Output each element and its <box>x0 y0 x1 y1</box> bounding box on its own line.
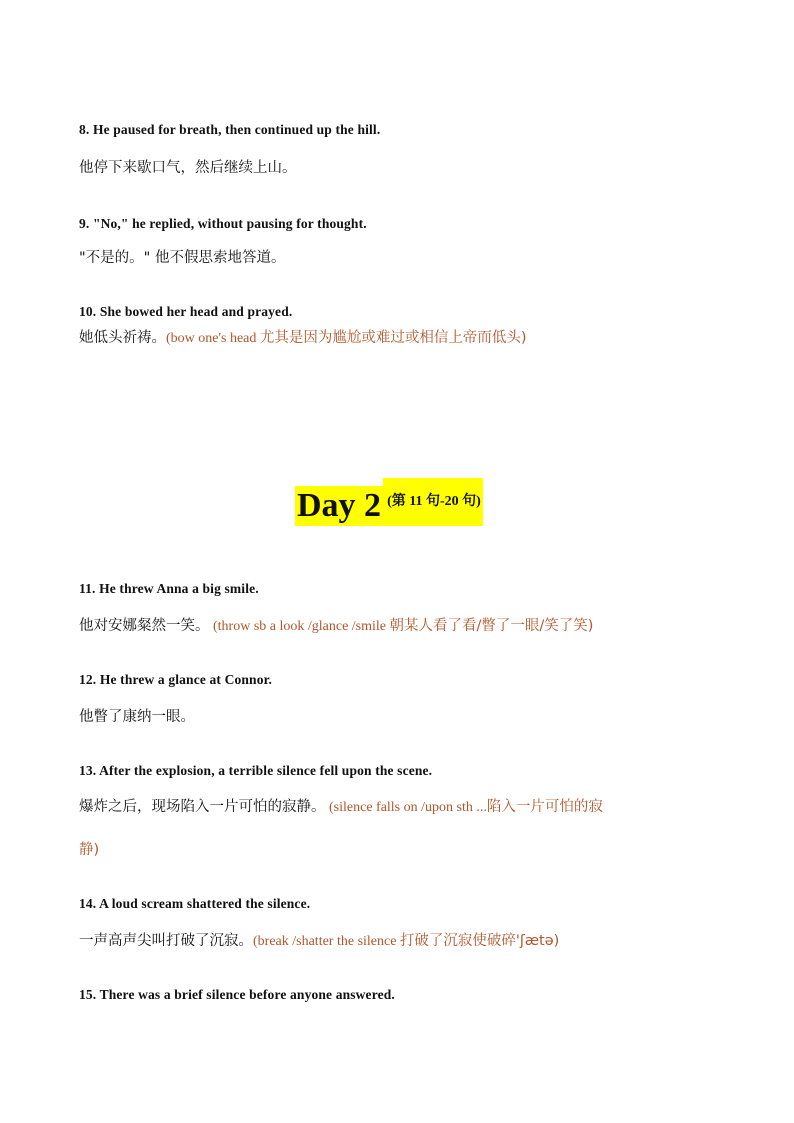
sentence-14-zh-line <box>79 929 559 950</box>
sentence-8-en: 8. He paused for breath, then continued up the hill. <box>79 122 381 137</box>
sentence-14-zh: 一声高声尖叫打破了沉寂。 <box>79 933 253 949</box>
sentence-13-zh-line <box>79 795 603 816</box>
sentence-11-zh-line <box>79 614 593 635</box>
sentence-9-en: 9. "No," he replied, without pausing for thought. <box>79 216 367 231</box>
sentence-11-en: 11. He threw Anna a big smile. <box>79 581 259 596</box>
sentence-13-note-wrap: 静) <box>79 842 100 858</box>
sentence-14-note: (break /shatter the silence 打破了沉寂使破碎'ʃætə) <box>253 933 560 949</box>
sentence-10-note: (bow one's head 尤其是因为尴尬或难过或相信上帝而低头) <box>166 330 527 346</box>
sentence-11-note: (throw sb a look /glance /smile 朝某人看了看/瞥了一眼/笑了笑) <box>209 618 594 634</box>
sentence-12-zh: 他瞥了康纳一眼。 <box>79 709 195 725</box>
day-header <box>295 484 483 526</box>
sentence-10-zh-line <box>79 326 527 347</box>
day-title: Day 2 <box>297 487 382 524</box>
day-subtitle: (第 11 句-20 句) <box>383 478 483 526</box>
sentence-12-en: 12. He threw a glance at Connor. <box>79 672 273 687</box>
sentence-11-zh: 他对安娜粲然一笑。 <box>79 618 210 634</box>
sentence-14-en: 14. A loud scream shattered the silence. <box>79 896 311 911</box>
sentence-8-zh: 他停下来歇口气，然后继续上山。 <box>79 160 297 176</box>
sentence-10-zh: 她低头祈祷。 <box>79 330 166 346</box>
sentence-15-en: 15. There was a brief silence before anyone answered. <box>79 987 395 1002</box>
sentence-13-zh: 爆炸之后，现场陷入一片可怕的寂静。 <box>79 799 326 815</box>
sentence-10-en: 10. She bowed her head and prayed. <box>79 304 293 319</box>
sentence-13-en: 13. After the explosion, a terrible silence fell upon the scene. <box>79 763 433 778</box>
sentence-9-zh: "不是的。" 他不假思索地答道。 <box>79 250 286 266</box>
sentence-13-note: (silence falls on /upon sth ...陷入一片可怕的寂 <box>325 799 603 815</box>
